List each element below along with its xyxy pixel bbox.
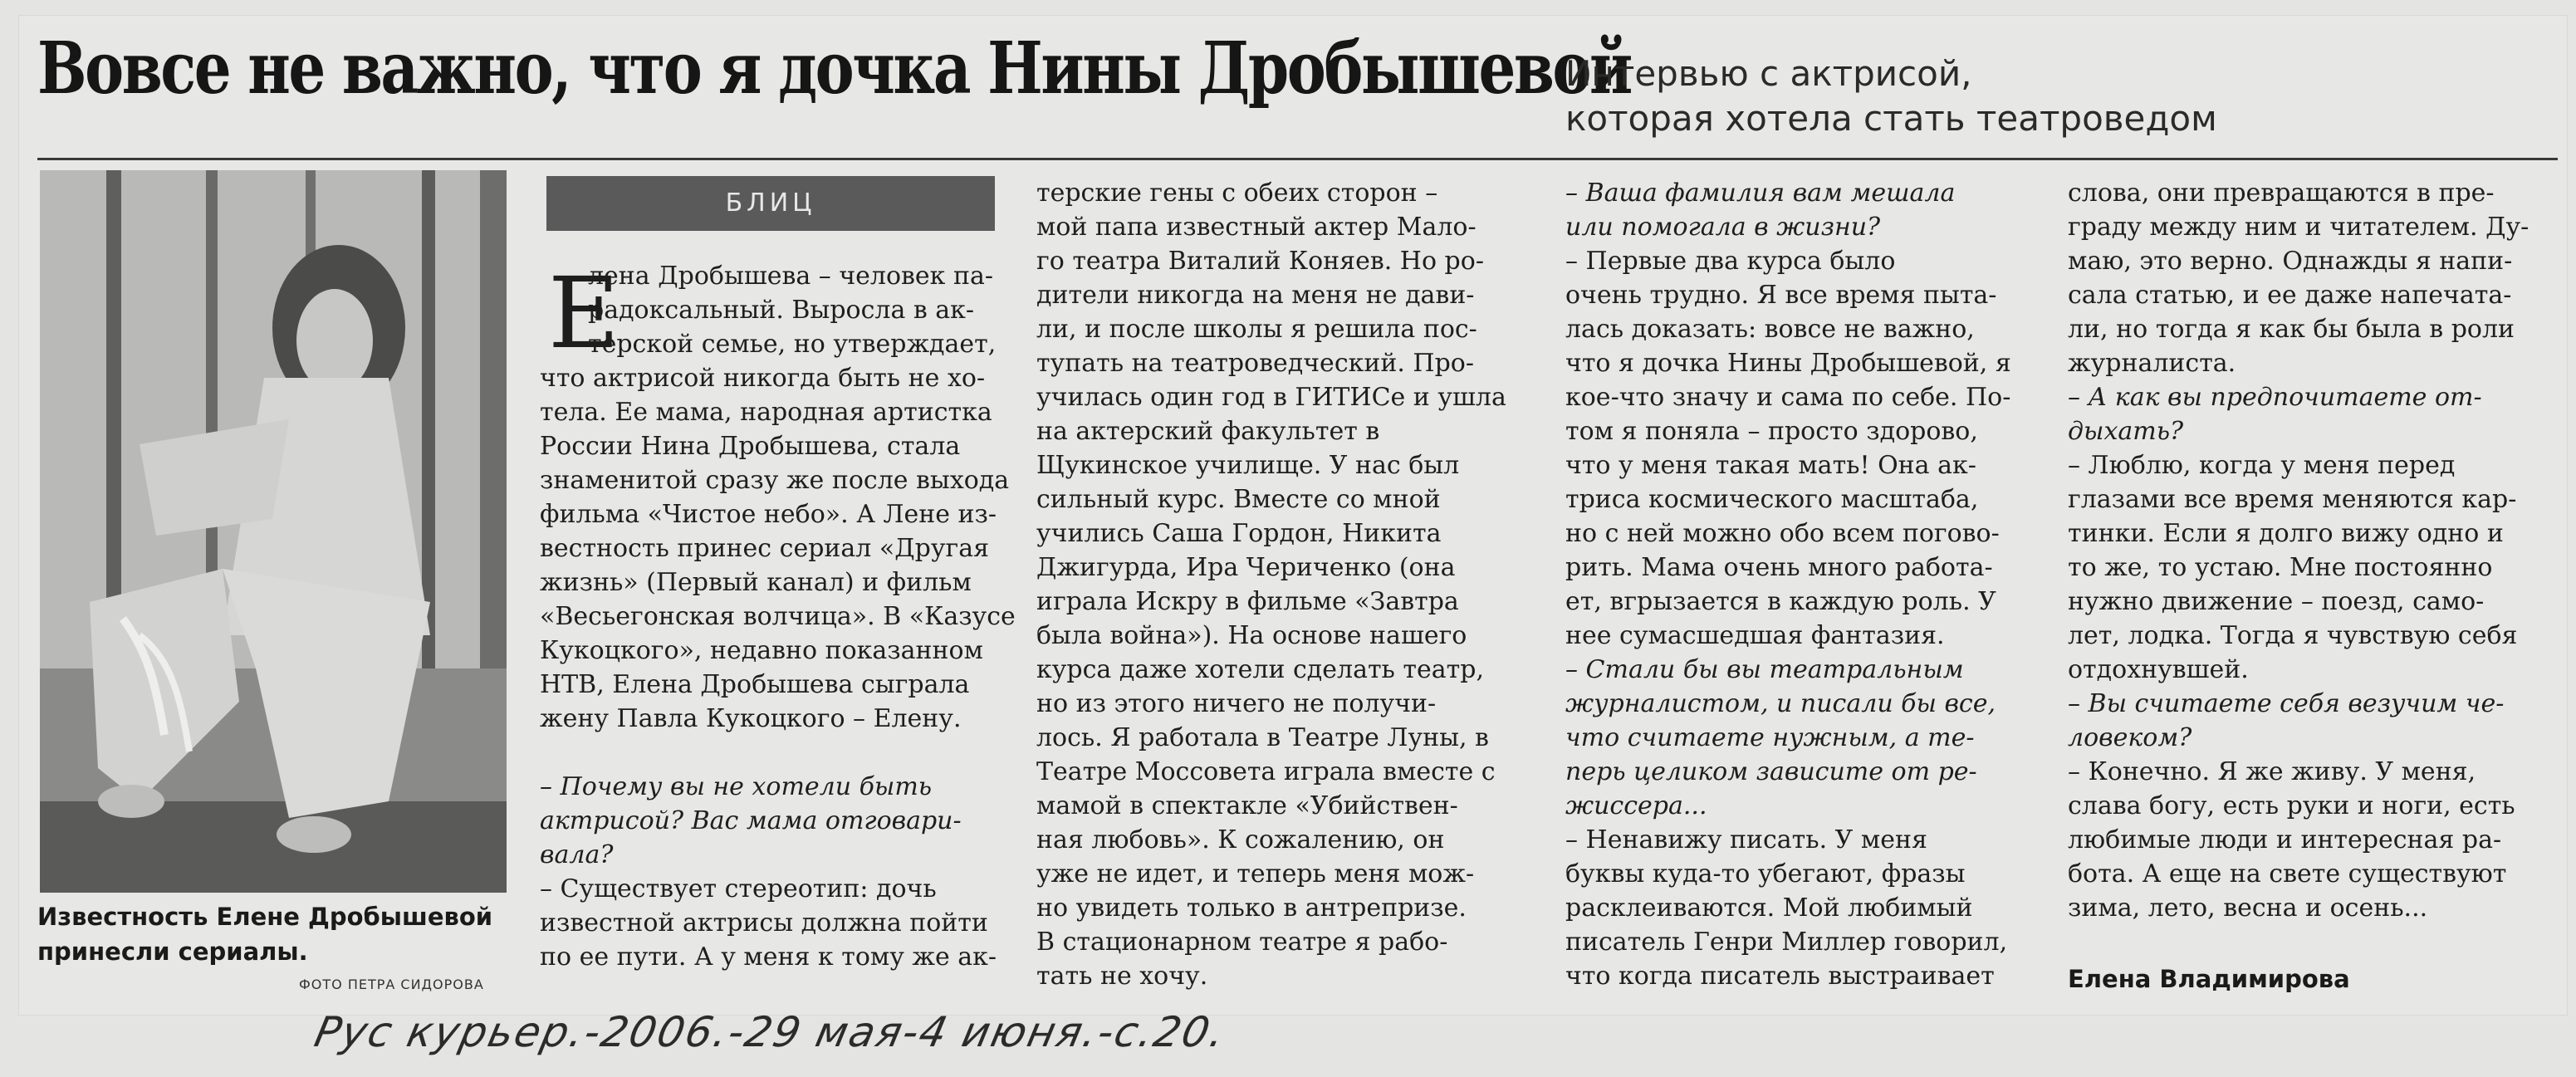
text-line: терские гены с обеих сторон – (1036, 179, 1438, 208)
question-line: или помогала в жизни? (1565, 213, 1881, 242)
question-line: – Стали бы вы театральным (1565, 655, 1964, 684)
text-line: что когда писатель выстраивает (1565, 962, 1995, 991)
text-line: граду между ним и читателем. Ду- (2068, 213, 2529, 242)
text-line: терской семье, но утверждает, (588, 330, 997, 359)
article-column-2 (1036, 176, 1506, 993)
text-line: кое-что значу и сама по себе. По- (1565, 383, 2011, 412)
text-line: фильма «Чистое небо». А Лене из- (540, 500, 997, 529)
text-line: тать не хочу. (1036, 962, 1208, 991)
text-line: лет, лодка. Тогда я чувствую себя (2068, 621, 2518, 650)
question-line: что считаете нужным, а те- (1565, 723, 1975, 752)
subheadline-line: Интервью с актрисой, (1565, 53, 1972, 94)
text-line: радоксальный. Выросла в ак- (588, 296, 975, 325)
question-line: ловеком? (2068, 723, 2192, 752)
author-signature: Елена Владимирова (2068, 965, 2350, 993)
text-line: сильный курс. Вместе со мной (1036, 485, 1441, 514)
text-line: курса даже хотели сделать театр, (1036, 655, 1485, 684)
text-line: то же, то устаю. Мне постоянно (2068, 553, 2493, 582)
text-line: Джигурда, Ира Чериченко (она (1036, 553, 1456, 582)
text-line: маю, это верно. Однажды я напи- (2068, 247, 2513, 276)
text-line: расклеиваются. Мой любимый (1565, 893, 1973, 923)
text-line: России Нина Дробышева, стала (540, 432, 961, 461)
article-column-1 (540, 256, 1016, 974)
text-line: Щукинское училище. У нас был (1036, 451, 1460, 480)
caption-line: принесли сериалы. (37, 937, 308, 966)
section-label: БЛИЦ (546, 176, 995, 231)
text-line: отдохнувшей. (2068, 655, 2249, 684)
text-line: НТВ, Елена Дробышева сыграла (540, 670, 970, 699)
caption-line: Известность Елене Дробышевой (37, 903, 493, 931)
text-line: тупать на театроведческий. Про- (1036, 349, 1474, 378)
text-line: по ее пути. А у меня к тому же ак- (540, 942, 997, 972)
text-line: тинки. Если я долго вижу одно и (2068, 519, 2504, 548)
text-line: – Первые два курса было (1565, 247, 1896, 276)
paragraph-gap (540, 736, 1016, 770)
question-line: журналистом, и писали бы все, (1565, 689, 1996, 718)
text-line: но с ней можно обо всем погово- (1565, 519, 2000, 548)
question-line: перь целиком зависите от ре- (1565, 757, 1977, 786)
text-line: но увидеть только в антрепризе. (1036, 893, 1467, 923)
text-line: буквы куда-то убегают, фразы (1565, 859, 1966, 889)
text-line: что актрисой никогда быть не хо- (540, 364, 986, 393)
question-line: вала? (540, 840, 614, 869)
text-line: учились Саша Гордон, Никита (1036, 519, 1442, 548)
text-line: лось. Я работала в Театре Луны, в (1036, 723, 1489, 752)
text-line: бота. А еще на свете существуют (2068, 859, 2507, 889)
text-line: но из этого ничего не получи- (1036, 689, 1437, 718)
text-line: «Весьегонская волчица». В «Казусе (540, 602, 1016, 631)
question-line: – Вы считаете себя везучим че- (2068, 689, 2505, 718)
text-line: была война»). На основе нашего (1036, 621, 1467, 650)
text-line: уже не идет, и теперь меня мож- (1036, 859, 1475, 889)
text-line: вестность принес сериал «Другая (540, 534, 990, 563)
text-line: слова, они превращаются в пре- (2068, 179, 2495, 208)
question-line: дыхать? (2068, 417, 2184, 446)
text-line: журналиста. (2068, 349, 2236, 378)
question-line: актрисой? Вас мама отговари- (540, 806, 962, 835)
text-line: на актерский факультет в (1036, 417, 1380, 446)
drop-cap: Е (548, 256, 620, 370)
photo-credit: ФОТО ПЕТРА СИДОРОВА (299, 977, 484, 992)
text-line: жизнь» (Первый канал) и фильм (540, 568, 972, 597)
headline: Вовсе не важно, что я дочка Нины Дробышевой (37, 27, 1631, 110)
text-line: известной актрисы должна пойти (540, 908, 988, 937)
portrait-photo-image (40, 170, 507, 893)
text-line: жену Павла Кукоцкого – Елену. (540, 704, 962, 733)
text-line: В стационарном театре я рабо- (1036, 928, 1448, 957)
text-line: – Конечно. Я же живу. У меня, (2068, 757, 2476, 786)
text-line: любимые люди и интересная ра- (2068, 825, 2502, 854)
text-line: писатель Генри Миллер говорил, (1565, 928, 2008, 957)
article-column-3 (1565, 176, 2011, 993)
text-line: очень трудно. Я все время пыта- (1565, 281, 1997, 310)
portrait-photo (40, 170, 507, 893)
text-line: ная любовь». К сожалению, он (1036, 825, 1445, 854)
text-line: лась доказать: вовсе не важно, (1565, 315, 1975, 344)
text-line: мой папа известный актер Мало- (1036, 213, 1477, 242)
text-line: лена Дробышева – человек па- (588, 262, 993, 291)
text-line: сала статью, и ее даже напечата- (2068, 281, 2512, 310)
text-line: что у меня такая мать! Она ак- (1565, 451, 1976, 480)
text-line: слава богу, есть руки и ноги, есть (2068, 791, 2515, 820)
text-line: ли, и после школы я решила пос- (1036, 315, 1477, 344)
text-line: училась один год в ГИТИСе и ушла (1036, 383, 1506, 412)
text-line: зима, лето, весна и осень... (2068, 893, 2428, 923)
text-line: нужно движение – поезд, само- (2068, 587, 2485, 616)
text-line: ли, но тогда я как бы была в роли (2068, 315, 2515, 344)
text-line: играла Искру в фильме «Завтра (1036, 587, 1459, 616)
handwritten-source-note: Рус курьер.-2006.-29 мая-4 июня.-с.20. (310, 1008, 1231, 1056)
text-line: триса космического масштаба, (1565, 485, 1979, 514)
text-line: тела. Ее мама, народная артистка (540, 398, 992, 427)
text-line: Театре Моссовета играла вместе с (1036, 757, 1496, 786)
text-line: – Люблю, когда у меня перед (2068, 451, 2456, 480)
text-line: рить. Мама очень много работа- (1565, 553, 1993, 582)
question-line: – Почему вы не хотели быть (540, 772, 933, 801)
question-line: жиссера... (1565, 791, 1707, 820)
text-line: ет, вгрызается в каждую роль. У (1565, 587, 1996, 616)
text-line: – Ненавижу писать. У меня (1565, 825, 1927, 854)
text-line: дители никогда на меня не дави- (1036, 281, 1475, 310)
question-line: – Ваша фамилия вам мешала (1565, 179, 1956, 208)
text-line: го театра Виталий Коняев. Но ро- (1036, 247, 1484, 276)
text-line: что я дочка Нины Дробышевой, я (1565, 349, 2011, 378)
subheadline-line: которая хотела стать театроведом (1565, 98, 2217, 139)
text-line: глазами все время меняются кар- (2068, 485, 2517, 514)
article-column-4 (2068, 176, 2529, 925)
text-line: знаменитой сразу же после выхода (540, 466, 1010, 495)
text-line: том я поняла – просто здорово, (1565, 417, 1978, 446)
text-line: нее сумасшедшая фантазия. (1565, 621, 1945, 650)
text-line: – Существует стереотип: дочь (540, 874, 937, 903)
question-line: – А как вы предпочитаете от- (2068, 383, 2482, 412)
photo-caption (37, 899, 492, 969)
headline-rule (37, 158, 2558, 160)
text-line: Кукоцкого», недавно показанном (540, 636, 983, 665)
text-line: мамой в спектакле «Убийствен- (1036, 791, 1458, 820)
subheadline (1565, 51, 2217, 141)
